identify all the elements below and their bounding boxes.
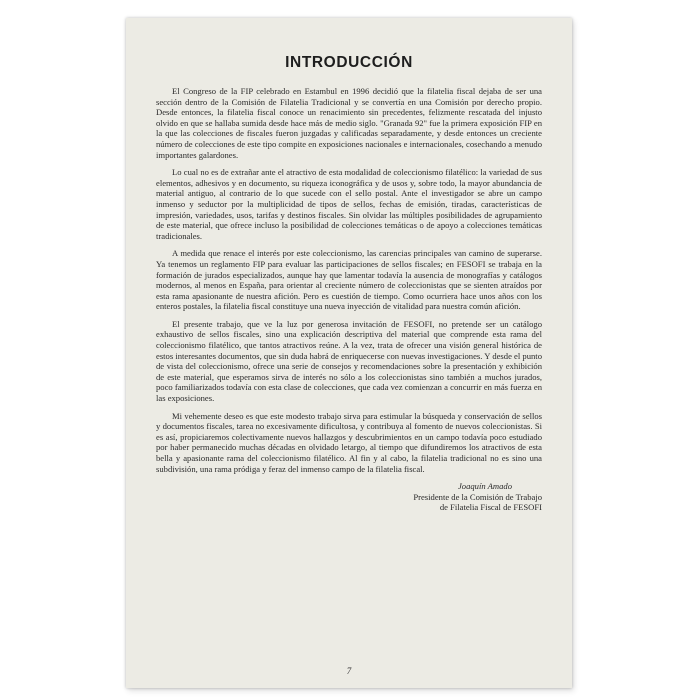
page-number: 7 — [346, 666, 352, 676]
paragraph-2: Lo cual no es de extrañar ante el atractivo de esta modalidad de coleccionismo filatélico: la variedad de sus elementos, adhesivos y en documento, su riqueza iconográfica y de usos y, sobre todo, la mayor abundancia de material antiguo, al contrario de lo que sucede con el sello postal. Ante el investigador se abre un campo inmenso y seductor por la multiplicidad de tipos de sellos, fechas de emisión, tiradas, características de impresión, variedades, usos, tarifas y destinos fiscales. Sin olvidar las múltiples posibilidades de agrupamiento de este material, que ofrece incluso la posibilidad de colecciones temáticas o de apoyo a colecciones temáticas tradicionales. — [156, 167, 542, 241]
paragraph-4: El presente trabajo, que ve la luz por generosa invitación de FESOFI, no pretende ser un catálogo exhaustivo de sellos fiscales, sino una explicación descriptiva del material que comprende esta rama del coleccionismo filatélico, que tantos atractivos reúne. A la vez, trata de ofrecer una visión general histórica de estos interesantes documentos, que sin duda habrá de enriquecerse con nuevas investigaciones. Y desde el punto de vista del coleccionismo, ofrece una serie de consejos y recomendaciones sobre la presentación y exhibición de este material, que esperamos sirva de interés no sólo a los coleccionistas sino también a muchos jurados, poco familiarizados todavía con esta clase de colecciones, que cada vez comienzan a concurrir en más fuerza en las exposiciones. — [156, 318, 542, 404]
page-title: INTRODUCCIÓN — [285, 54, 413, 71]
paragraph-1: El Congreso de la FIP celebrado en Estambul en 1996 decidió que la filatelia fiscal dejaba de ser una sección dentro de la Comisión de Filatelia Tradicional y se convertía en una Comisión por derecho propio. Desde entonces, la filatelia fiscal conoce un renacimiento sin precedentes, felizmente rescatada del injusto olvido en que se hallaba sumida desde hace más de medio siglo. "Granada 92" fue la primera exposición FIP en la que las colecciones de fiscales fueron juzgadas y calificadas separadamente, y desde entonces un creciente número de colecciones de este tipo compite en exposiciones nacionales e internacionales, cosechando a menudo importantes galardones. — [156, 86, 542, 160]
signature-role-line-2: de Filatelia Fiscal de FESOFI — [439, 502, 542, 513]
signature-role-line-1: Presidente de la Comisión de Trabajo — [413, 491, 542, 502]
signature-block — [156, 481, 542, 513]
signature-name: Joaquín Amado — [457, 481, 512, 492]
book-page — [126, 18, 572, 688]
paragraph-5: Mi vehemente deseo es que este modesto trabajo sirva para estimular la búsqueda y conservación de sellos y documentos fiscales, tarea no excesivamente dificultosa, y contribuya al fomento de nuevos coleccionistas. Si es así, propiciaremos colectivamente nuevos hallazgos y descubrimientos en un campo todavía poco estudiado por haber permanecido muchas décadas en olvidado letargo, al tiempo que difundiremos los atractivos de esta bella y apasionante rama del coleccionismo filatélico. Al fin y al cabo, la filatelia tradicional no es sino una subdivisión, una rama pródiga y feraz del inmenso campo de la filatelia fiscal. — [156, 410, 542, 474]
paragraph-3: A medida que renace el interés por este coleccionismo, las carencias principales van camino de superarse. Ya tenemos un reglamento FIP para evaluar las participaciones de sellos fiscales; en FESOFI se trabaja en la formación de jurados especializados, aunque hay que lamentar todavía la ausencia de monografías y catálogos modernos, al menos en España, para orientar al creciente número de coleccionistas que se sienten atraídos por esta rama apasionante de nuestra afición. Pero es cuestión de tiempo. Como ocurriera hace unos años con los enteros postales, la filatelia fiscal constituye una nueva inyección de vitalidad para nuestra común afición. — [156, 248, 542, 312]
